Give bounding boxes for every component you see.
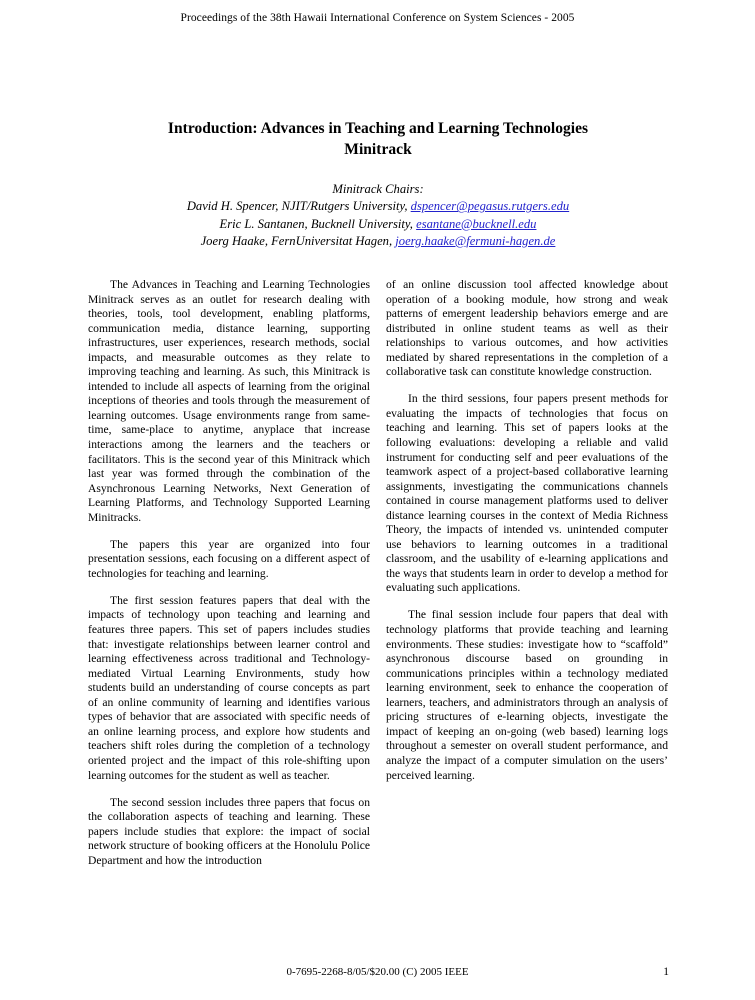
page-footer [0,966,755,982]
chairs-heading: Minitrack Chairs: [332,182,424,196]
running-header: Proceedings of the 38th Hawaii International Conference on System Sciences - 2005 [180,12,575,24]
title-line-1: Introduction: Advances in Teaching and Learning Technologies [167,120,589,137]
chair-name-affiliation: Joerg Haake, FernUniversitat Hagen, [200,233,396,248]
title-line-2: Minitrack [344,141,412,158]
chair-name-affiliation: Eric L. Santanen, Bucknell University, [219,216,417,231]
left-column [88,278,370,918]
page-title [103,118,653,160]
minitrack-chairs-block [78,181,678,250]
chair-name-affiliation: David H. Spencer, NJIT/Rutgers University, [186,199,411,214]
chair-email-link[interactable]: joerg.haake@fermuni-hagen.de [395,233,556,248]
body-columns [88,278,668,918]
right-column [386,278,668,918]
paragraph: The first session features papers that deal with the impacts of technology upon teaching and learning and features three papers. This set of papers includes studies that: investigate relationships between learner control and learning effectiveness across traditional and Technology-mediated Virtual Learning Environments, study how students build an understanding of course concepts as part of an online community of learning and identifies various types of behavior that are associated with specific needs of an online learning process, and explore how students and teachers shift roles during the completion of a technology oriented project and the impact of this role-shifting upon learning outcomes for the student as well as teacher. [88,593,370,782]
page-number: 1 [663,966,669,978]
paragraph: The second session includes three papers that focus on the collaboration aspects of teaching and learning. These papers include studies that explore: the impact of social network structure of booking officers at the Honolulu Police Department and how the introduction [88,795,370,867]
paragraph: of an online discussion tool affected knowledge about operation of a booking module, how strong and weak patterns of emergent leadership behaviors emerge and are distributed in online student teams as well as their relationships to various outcomes, and how activities mediated by shared representations in the completion of a collaborative task can constitute knowledge construction. [386,278,668,379]
chair-entry [78,198,678,215]
paragraph: The final session include four papers that deal with technology platforms that provide teaching and learning environments. These studies: investigate how to “scaffold” asynchronous discourse based on grounding in communications principles within a technology mediated learning environment, seek to enhance the cooperation of learners, teachers, and administrators through an analysis of pricing structures of e-learning objects, investigate the impact of keeping an on-going (web based) learning logs throughout a semester on overall student performance, and analyze the impact of a computer simulation on the users’ perceived learning. [386,608,668,782]
paragraph: The Advances in Teaching and Learning Technologies Minitrack serves as an outlet for research dealing with theories, tools, tool development, enabling platforms, communication media, distance learning, supporting infrastructures, user experiences, research methods, social impacts, and measurable outcomes as they relate to improving teaching and learning. As such, this Minitrack is intended to include all aspects of learning from the original inceptions of theories and tools through the measurement of learning outcomes. Usage environments range from same-time, same-place to anytime, anyplace that increase interactions among the learners and the teachers or facilitators. This is the second year of this Minitrack which last year was formed through the combination of the Asynchronous Learning Networks, Next Generation of Learning Platforms, and Technology Supported Learning Minitracks. [88,278,370,524]
chair-email-link[interactable]: dspencer@pegasus.rutgers.edu [410,199,570,214]
copyright-line: 0-7695-2268-8/05/$20.00 (C) 2005 IEEE [286,966,469,978]
paragraph: The papers this year are organized into four presentation sessions, each focusing on a different aspect of technologies for teaching and learning. [88,537,370,580]
chair-email-link[interactable]: esantane@bucknell.edu [416,216,537,231]
chair-entry [78,216,678,233]
paragraph: In the third sessions, four papers present methods for evaluating the impacts of technologies that focus on teaching and learning. This set of papers looks at the following evaluations: developing a reliable and valid instrument for conducting self and peer evaluations of the teamwork aspect of a project-based collaborative learning assignments, investigating the communications channels contained in course management platforms used to deliver distance learning courses in the context of Media Richness Theory, the impacts of intended vs. unintended computer use behaviors to learning outcomes in a traditional classroom, and the usability of e-learning applications and the ways that students learn in order to develop a method for evaluating such applications. [386,392,668,595]
chair-entry [78,233,678,250]
